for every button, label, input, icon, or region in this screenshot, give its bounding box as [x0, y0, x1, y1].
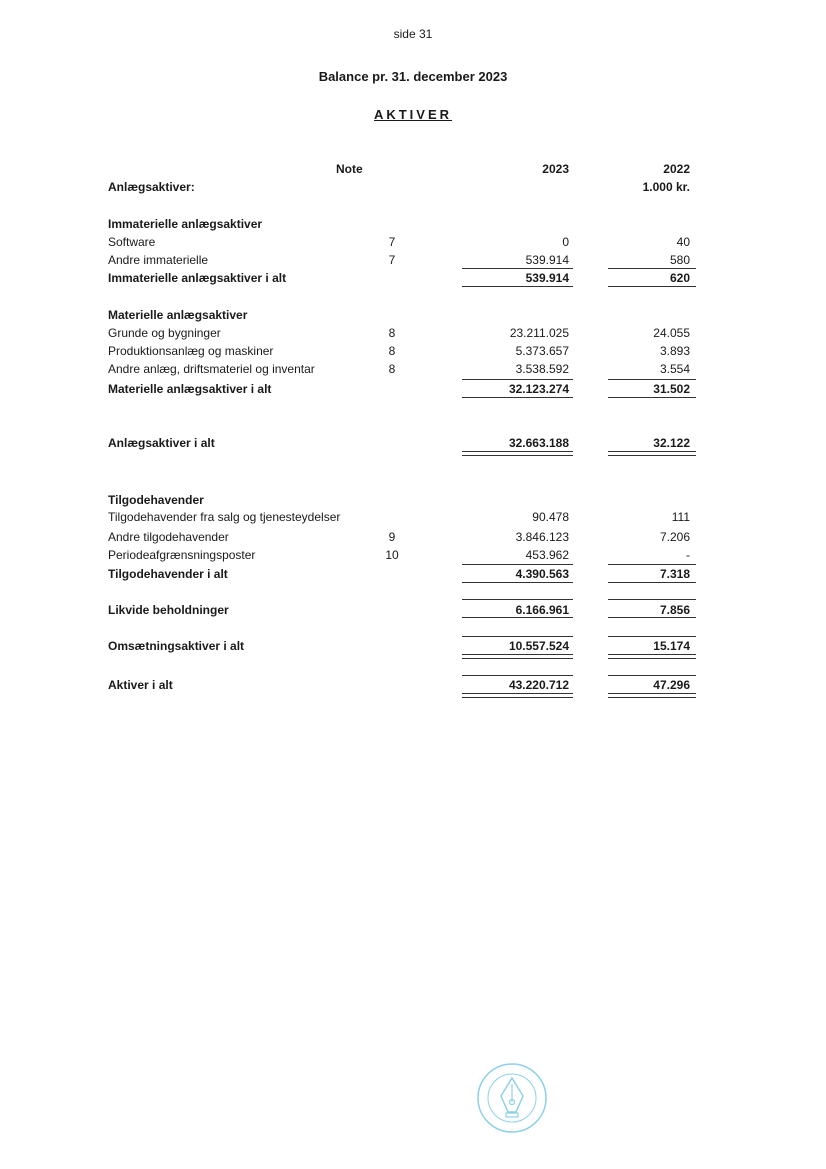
rule-line: [608, 617, 696, 618]
row-note: 7: [388, 235, 396, 249]
row-value-2022: 7.856: [659, 603, 690, 617]
row-value-2022: 7.318: [659, 567, 690, 581]
table-row: [0, 308, 826, 324]
table-row: [0, 217, 826, 233]
row-label: Tilgodehavender: [108, 493, 204, 507]
pen-nib-seal-icon: [476, 1062, 548, 1134]
rule-line: [462, 582, 573, 583]
row-value-2023: 4.390.563: [515, 567, 569, 581]
table-row: [0, 326, 826, 342]
unit-label: 1.000 kr.: [642, 180, 690, 194]
row-label: Produktionsanlæg og maskiner: [108, 344, 274, 358]
row-label: Aktiver i alt: [108, 678, 173, 692]
row-label: Periodeafgrænsningsposter: [108, 548, 256, 562]
row-note: 7: [388, 253, 396, 267]
row-value-2022: 111: [671, 510, 690, 524]
page-title: Balance pr. 31. december 2023: [318, 69, 508, 84]
table-row: [0, 678, 826, 694]
row-value-2023: 6.166.961: [515, 603, 569, 617]
row-value-2022: 620: [669, 271, 690, 285]
row-value-2022: -: [686, 548, 690, 562]
rule-line: [462, 617, 573, 618]
row-value-2022: 31.502: [653, 382, 690, 396]
row-value-2022: 40: [676, 235, 690, 249]
row-value-2023: 5.373.657: [515, 344, 569, 358]
row-note: 9: [388, 530, 396, 544]
double-rule: [608, 654, 696, 659]
rule-line: [462, 286, 573, 287]
page-number: side 31: [393, 27, 433, 41]
year-2023-header: 2023: [542, 162, 569, 176]
row-value-2022: 47.296: [653, 678, 690, 692]
double-rule: [608, 693, 696, 698]
table-row: [0, 235, 826, 251]
rule-line: [608, 599, 696, 600]
row-label: Materielle anlægsaktiver: [108, 308, 248, 322]
table-row: [0, 253, 826, 269]
row-label: Likvide beholdninger: [108, 603, 229, 617]
rule-line: [462, 397, 573, 398]
double-rule: [608, 451, 696, 456]
row-value-2023: 32.123.274: [508, 382, 569, 396]
row-value-2023: 3.538.592: [515, 362, 569, 376]
row-label: Tilgodehavender fra salg og tjenesteydelser: [108, 510, 341, 524]
table-row: [0, 436, 826, 452]
row-value-2022: 15.174: [653, 639, 690, 653]
row-label: Anlægsaktiver i alt: [108, 436, 215, 450]
table-row: [0, 382, 826, 398]
row-label: Andre anlæg, driftsmateriel og inventar: [108, 362, 315, 376]
row-note: 8: [388, 362, 396, 376]
table-row: [0, 530, 826, 546]
rule-line: [608, 268, 696, 269]
section-heading: Anlægsaktiver:: [108, 180, 195, 194]
row-note: 8: [388, 326, 396, 340]
row-value-2022: 7.206: [659, 530, 690, 544]
double-rule: [462, 451, 573, 456]
row-label: Omsætningsaktiver i alt: [108, 639, 245, 653]
row-label: Software: [108, 235, 156, 249]
rule-line: [462, 268, 573, 269]
table-row: [0, 567, 826, 583]
table-row: [0, 510, 826, 526]
note-column-header: Note: [336, 162, 363, 176]
row-value-2023: 23.211.025: [509, 326, 569, 340]
rule-line: [608, 564, 696, 565]
rule-line: [608, 379, 696, 380]
row-value-2022: 32.122: [653, 436, 690, 450]
row-label: Immaterielle anlægsaktiver: [108, 217, 263, 231]
year-2022-header: 2022: [663, 162, 690, 176]
row-value-2022: 3.554: [659, 362, 690, 376]
row-label: Andre immaterielle: [108, 253, 209, 267]
row-note: 8: [388, 344, 396, 358]
subtitle-text: AKTIVER: [373, 107, 453, 122]
row-value-2023: 0: [562, 235, 569, 249]
row-value-2023: 43.220.712: [508, 678, 569, 692]
rule-line: [462, 379, 573, 380]
row-value-2023: 3.846.123: [515, 530, 569, 544]
row-label: Andre tilgodehavender: [108, 530, 229, 544]
rule-line: [608, 582, 696, 583]
row-value-2022: 580: [669, 253, 690, 267]
rule-line: [608, 397, 696, 398]
rule-line: [608, 636, 696, 637]
row-value-2023: 539.914: [525, 253, 569, 267]
table-row: [0, 493, 826, 509]
rule-line: [462, 675, 573, 676]
row-value-2023: 539.914: [525, 271, 569, 285]
row-label: Grunde og bygninger: [108, 326, 221, 340]
row-value-2022: 3.893: [659, 344, 690, 358]
row-label: Immaterielle anlægsaktiver i alt: [108, 271, 287, 285]
row-value-2023: 10.557.524: [508, 639, 569, 653]
row-value-2023: 32.663.188: [508, 436, 569, 450]
table-row: [0, 548, 826, 564]
table-row: [0, 639, 826, 655]
table-row: [0, 362, 826, 378]
rule-line: [608, 675, 696, 676]
rule-line: [462, 599, 573, 600]
rule-line: [462, 564, 573, 565]
double-rule: [462, 693, 573, 698]
row-value-2022: 24.055: [653, 326, 690, 340]
row-label: Materielle anlægsaktiver i alt: [108, 382, 272, 396]
rule-line: [608, 286, 696, 287]
rule-line: [462, 636, 573, 637]
row-note: 10: [385, 548, 399, 562]
row-value-2023: 90.478: [532, 510, 569, 524]
section-subtitle: [0, 107, 826, 122]
row-label: Tilgodehavender i alt: [108, 567, 228, 581]
table-row: [0, 344, 826, 360]
table-row: [0, 603, 826, 619]
double-rule: [462, 654, 573, 659]
row-value-2023: 453.962: [525, 548, 569, 562]
table-row: [0, 271, 826, 287]
